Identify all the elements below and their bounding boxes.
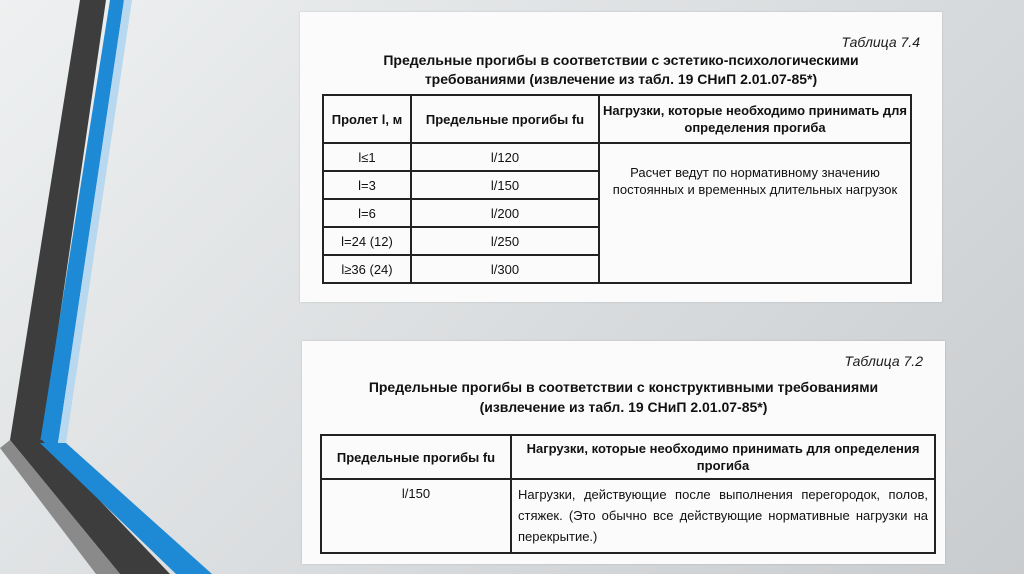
- cell-span: l=6: [323, 199, 411, 227]
- table-7-2: [320, 434, 936, 554]
- table-7-4-caption: Таблица 7.4: [841, 34, 920, 50]
- table-row: [321, 479, 935, 553]
- header-deflection: Предельные прогибы fu: [321, 435, 511, 479]
- table-7-4-title-line1: Предельные прогибы в соответствии с эстетико-психологическими: [383, 52, 859, 68]
- table-7-2-card: [302, 341, 945, 564]
- table-header-row: [323, 95, 911, 143]
- cell-deflection: l/150: [411, 171, 599, 199]
- cell-deflection: l/300: [411, 255, 599, 283]
- cell-span: l≥36 (24): [323, 255, 411, 283]
- cell-loads: Нагрузки, действующие после выполнения перегородок, полов, стяжек. (Это обычно все действующие нормативные нагрузки на перекрытие.): [511, 479, 935, 553]
- table-header-row: [321, 435, 935, 479]
- table-7-4-card: [300, 12, 942, 302]
- cell-deflection: l/200: [411, 199, 599, 227]
- cell-span: l≤1: [323, 143, 411, 171]
- table-7-4-title-line2: требованиями (извлечение из табл. 19 СНиП 2.01.07-85*): [424, 71, 818, 87]
- cell-deflection: l/250: [411, 227, 599, 255]
- cell-span: l=24 (12): [323, 227, 411, 255]
- cell-span: l=3: [323, 171, 411, 199]
- cell-deflection: l/150: [321, 479, 511, 553]
- header-loads: Нагрузки, которые необходимо принимать для определения прогиба: [599, 95, 911, 143]
- header-span: Пролет l, м: [323, 95, 411, 143]
- table-7-2-title-line1: Предельные прогибы в соответствии с конструктивными требованиями: [368, 379, 879, 395]
- table-row: [323, 143, 911, 171]
- header-deflection: Предельные прогибы fu: [411, 95, 599, 143]
- header-loads: Нагрузки, которые необходимо принимать для определения прогиба: [511, 435, 935, 479]
- cell-loads-note: Расчет ведут по нормативному значению постоянных и временных длительных нагрузок: [599, 143, 911, 283]
- cell-deflection: l/120: [411, 143, 599, 171]
- table-7-4: [322, 94, 912, 284]
- table-7-2-title-line2: (извлечение из табл. 19 СНиП 2.01.07-85*): [479, 399, 768, 415]
- table-7-2-caption: Таблица 7.2: [844, 353, 923, 369]
